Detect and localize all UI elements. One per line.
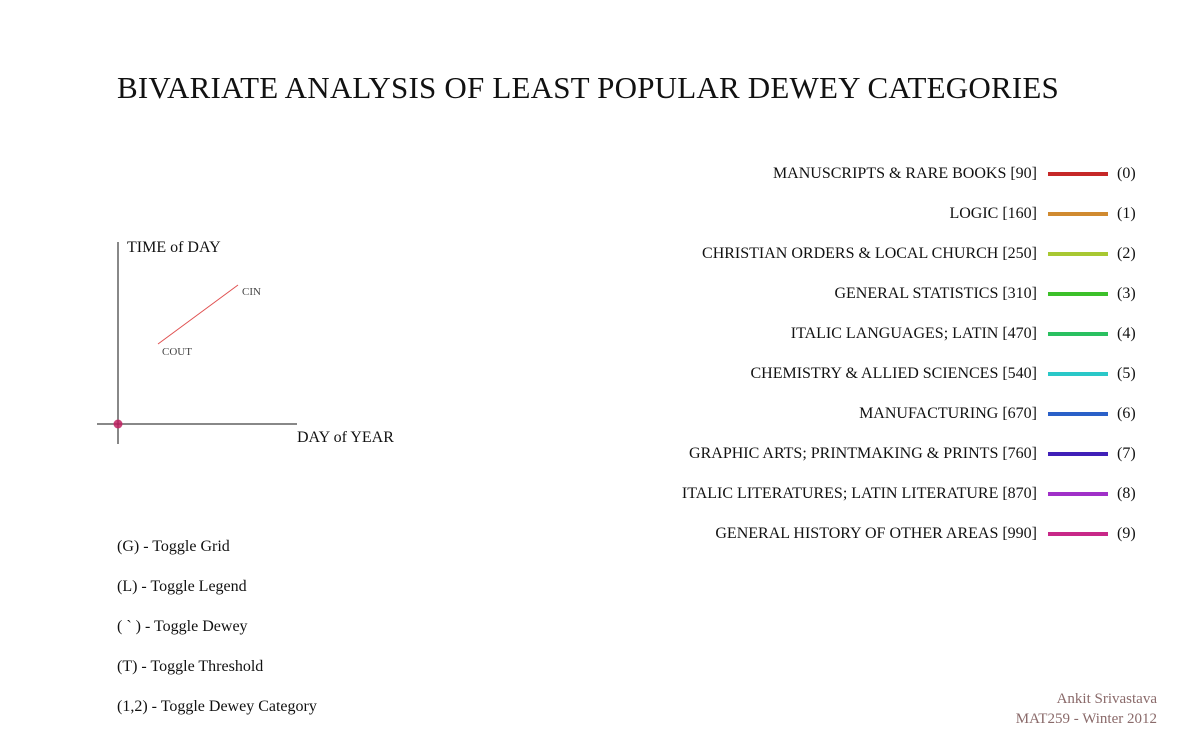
credits <box>1016 689 1157 729</box>
legend-label: GENERAL HISTORY OF OTHER AREAS [990] <box>715 525 1037 542</box>
control-toggle-legend: (L) - Toggle Legend <box>117 578 247 595</box>
legend-swatch <box>1048 292 1108 296</box>
legend-key: (5) <box>1117 365 1136 382</box>
legend-label: CHEMISTRY & ALLIED SCIENCES [540] <box>750 365 1037 382</box>
legend-key: (7) <box>1117 445 1136 462</box>
legend-item[interactable] <box>682 514 1145 554</box>
legend-item[interactable] <box>682 354 1145 394</box>
legend-key: (2) <box>1117 245 1136 262</box>
annotation-cin: CIN <box>242 286 261 298</box>
legend-item[interactable] <box>682 274 1145 314</box>
legend-swatch <box>1048 532 1108 536</box>
x-axis-label: DAY of YEAR <box>297 429 394 446</box>
legend-item[interactable] <box>682 194 1145 234</box>
legend-key: (8) <box>1117 485 1136 502</box>
origin-marker <box>114 420 123 429</box>
credits-author: Ankit Srivastava <box>1056 691 1157 707</box>
legend-label: LOGIC [160] <box>949 205 1037 222</box>
legend <box>682 154 1145 554</box>
control-toggle-grid: (G) - Toggle Grid <box>117 538 230 555</box>
legend-swatch <box>1048 332 1108 336</box>
legend-item[interactable] <box>682 314 1145 354</box>
chart-title: BIVARIATE ANALYSIS OF LEAST POPULAR DEWEY CATEGORIES <box>117 70 1059 105</box>
legend-key: (6) <box>1117 405 1136 422</box>
legend-item[interactable] <box>682 394 1145 434</box>
legend-label: CHRISTIAN ORDERS & LOCAL CHURCH [250] <box>702 245 1037 262</box>
legend-item[interactable] <box>682 434 1145 474</box>
legend-swatch <box>1048 252 1108 256</box>
legend-key: (1) <box>1117 205 1136 222</box>
legend-item[interactable] <box>682 474 1145 514</box>
control-toggle-dewey: ( ` ) - Toggle Dewey <box>117 618 248 635</box>
legend-swatch <box>1048 372 1108 376</box>
legend-label: GRAPHIC ARTS; PRINTMAKING & PRINTS [760] <box>689 445 1037 462</box>
legend-label: MANUFACTURING [670] <box>859 405 1037 422</box>
legend-key: (3) <box>1117 285 1136 302</box>
cin-cout-reference-line <box>158 285 238 344</box>
legend-label: ITALIC LITERATURES; LATIN LITERATURE [870] <box>681 485 1037 502</box>
control-toggle-dewey-category: (1,2) - Toggle Dewey Category <box>117 698 317 715</box>
control-toggle-threshold: (T) - Toggle Threshold <box>117 658 264 675</box>
legend-item[interactable] <box>682 154 1145 194</box>
legend-swatch <box>1048 452 1108 456</box>
credits-course: MAT259 - Winter 2012 <box>1015 711 1157 727</box>
annotation-cout: COUT <box>162 346 192 358</box>
legend-swatch <box>1048 172 1108 176</box>
keyboard-controls <box>117 538 317 738</box>
legend-label: GENERAL STATISTICS [310] <box>834 285 1037 302</box>
legend-swatch <box>1048 412 1108 416</box>
legend-key: (0) <box>1117 165 1136 182</box>
legend-label: MANUSCRIPTS & RARE BOOKS [90] <box>772 165 1037 182</box>
legend-swatch <box>1048 492 1108 496</box>
legend-label: ITALIC LANGUAGES; LATIN [470] <box>790 325 1037 342</box>
legend-key: (9) <box>1117 525 1136 542</box>
legend-swatch <box>1048 212 1108 216</box>
legend-key: (4) <box>1117 325 1136 342</box>
legend-item[interactable] <box>682 234 1145 274</box>
y-axis-label: TIME of DAY <box>127 239 221 256</box>
